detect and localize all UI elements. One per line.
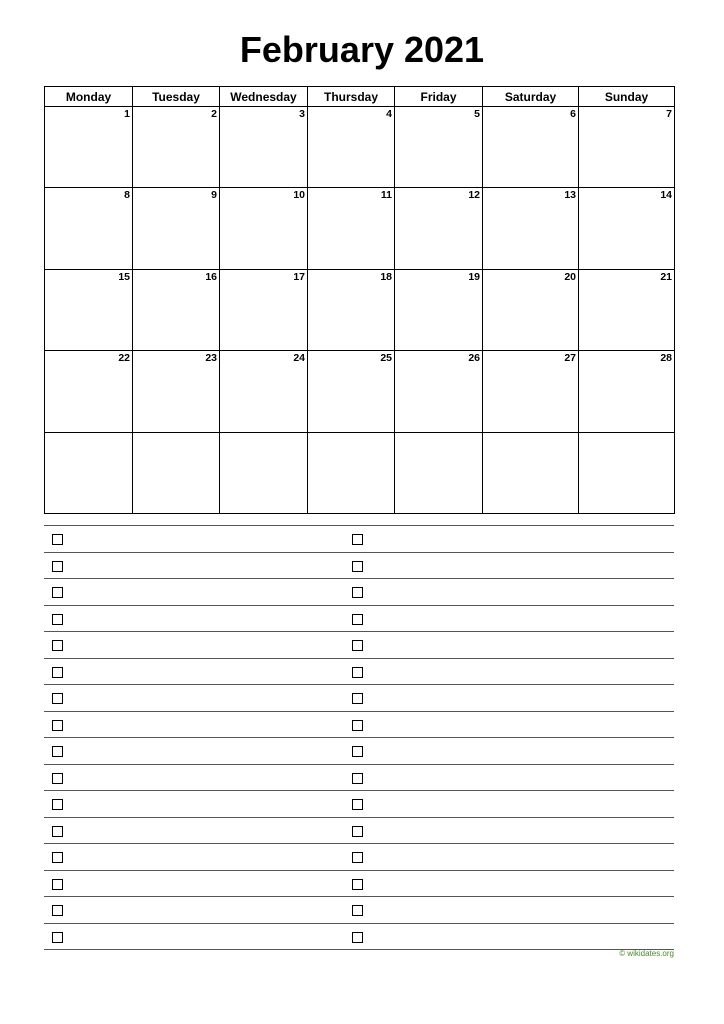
day-number: 25: [380, 352, 392, 365]
day-number: [483, 433, 578, 434]
checkbox-icon[interactable]: [352, 879, 363, 890]
checkbox-icon[interactable]: [52, 773, 63, 784]
checkbox-icon[interactable]: [52, 587, 63, 598]
checkbox-icon[interactable]: [352, 693, 363, 704]
day-number: 11: [380, 189, 392, 202]
day-number: 8: [124, 189, 130, 202]
weekday-tuesday: Tuesday: [133, 87, 220, 107]
todo-row: [44, 605, 674, 632]
todo-row: [44, 525, 674, 552]
checkbox-icon[interactable]: [352, 773, 363, 784]
checkbox-icon[interactable]: [52, 905, 63, 916]
day-number: 3: [299, 108, 305, 120]
day-number: 16: [205, 270, 217, 283]
day-number: 4: [386, 108, 392, 120]
day-cell[interactable]: [133, 188, 220, 269]
day-number: 22: [118, 352, 130, 365]
day-number: 17: [293, 270, 305, 283]
weekday-header-row: [45, 87, 675, 107]
day-number: 14: [660, 189, 672, 202]
checkbox-icon[interactable]: [352, 614, 363, 625]
todo-row: [44, 578, 674, 605]
week-row: [45, 432, 675, 513]
day-cell[interactable]: [483, 351, 579, 432]
checkbox-icon[interactable]: [52, 879, 63, 890]
day-cell[interactable]: [579, 107, 675, 188]
day-cell[interactable]: [133, 351, 220, 432]
day-cell[interactable]: [220, 432, 308, 513]
day-number: [220, 433, 307, 434]
checkbox-icon[interactable]: [52, 852, 63, 863]
day-cell[interactable]: [395, 351, 483, 432]
day-cell[interactable]: [308, 432, 395, 513]
day-number: 23: [205, 352, 217, 365]
day-cell[interactable]: [133, 432, 220, 513]
weekday-friday: Friday: [395, 87, 483, 107]
day-cell[interactable]: [220, 107, 308, 188]
checkbox-icon[interactable]: [352, 746, 363, 757]
day-number: 26: [468, 352, 480, 365]
day-number: 7: [666, 108, 672, 120]
day-cell[interactable]: [483, 432, 579, 513]
day-cell[interactable]: [308, 269, 395, 350]
checkbox-icon[interactable]: [52, 746, 63, 757]
checkbox-icon[interactable]: [352, 799, 363, 810]
checkbox-icon[interactable]: [52, 826, 63, 837]
todo-row: [44, 790, 674, 817]
day-cell[interactable]: [483, 269, 579, 350]
day-number: 27: [564, 352, 576, 365]
day-cell[interactable]: [45, 188, 133, 269]
checkbox-icon[interactable]: [52, 720, 63, 731]
day-cell[interactable]: [308, 188, 395, 269]
day-cell[interactable]: [308, 351, 395, 432]
checkbox-icon[interactable]: [52, 932, 63, 943]
day-cell[interactable]: [579, 188, 675, 269]
checkbox-icon[interactable]: [352, 667, 363, 678]
day-cell[interactable]: [220, 269, 308, 350]
day-number: 2: [211, 108, 217, 120]
checkbox-icon[interactable]: [352, 826, 363, 837]
day-cell[interactable]: [579, 432, 675, 513]
checkbox-icon[interactable]: [352, 534, 363, 545]
checkbox-icon[interactable]: [352, 852, 363, 863]
day-number: 9: [211, 189, 217, 202]
checkbox-icon[interactable]: [352, 720, 363, 731]
week-row: [45, 188, 675, 269]
day-number: 12: [468, 189, 480, 202]
day-cell[interactable]: [45, 351, 133, 432]
weekday-wednesday: Wednesday: [220, 87, 308, 107]
day-cell[interactable]: [395, 188, 483, 269]
day-cell[interactable]: [45, 107, 133, 188]
todo-row: [44, 552, 674, 579]
checkbox-icon[interactable]: [352, 932, 363, 943]
weekday-monday: Monday: [45, 87, 133, 107]
checkbox-icon[interactable]: [52, 799, 63, 810]
checkbox-icon[interactable]: [52, 561, 63, 572]
todo-row: [44, 870, 674, 897]
weekday-thursday: Thursday: [308, 87, 395, 107]
day-cell[interactable]: [308, 107, 395, 188]
day-number: 21: [660, 270, 672, 283]
day-cell[interactable]: [395, 432, 483, 513]
day-number: [579, 433, 674, 434]
day-cell[interactable]: [579, 351, 675, 432]
day-number: 28: [660, 352, 672, 365]
day-cell[interactable]: [220, 351, 308, 432]
todo-row: [44, 658, 674, 685]
checkbox-icon[interactable]: [52, 614, 63, 625]
day-cell[interactable]: [45, 432, 133, 513]
todo-row: [44, 817, 674, 844]
day-cell[interactable]: [483, 188, 579, 269]
todo-row: [44, 764, 674, 791]
day-cell[interactable]: [395, 107, 483, 188]
checkbox-icon[interactable]: [352, 905, 363, 916]
todo-row: [44, 843, 674, 870]
day-cell[interactable]: [133, 269, 220, 350]
calendar-grid: [44, 86, 675, 514]
todo-row: [44, 684, 674, 711]
day-number: 10: [293, 189, 305, 202]
checkbox-icon[interactable]: [52, 693, 63, 704]
day-cell[interactable]: [45, 269, 133, 350]
day-number: [133, 433, 219, 434]
day-number: 24: [293, 352, 305, 365]
checkbox-icon[interactable]: [52, 534, 63, 545]
day-number: 19: [468, 270, 480, 283]
day-cell[interactable]: [220, 188, 308, 269]
day-number: 18: [380, 270, 392, 283]
day-number: 6: [570, 108, 576, 120]
week-row: [45, 269, 675, 350]
footer-credit: © wikidates.org: [619, 949, 674, 958]
day-cell[interactable]: [579, 269, 675, 350]
todo-row: [44, 896, 674, 923]
checkbox-icon[interactable]: [352, 561, 363, 572]
day-number: 13: [564, 189, 576, 202]
weekday-sunday: Sunday: [579, 87, 675, 107]
day-number: [45, 433, 132, 434]
page-title: February 2021: [239, 29, 485, 70]
day-number: 20: [564, 270, 576, 283]
checkbox-icon[interactable]: [52, 667, 63, 678]
week-row: [45, 107, 675, 188]
todo-row: [44, 711, 674, 738]
day-number: 1: [124, 108, 130, 120]
day-cell[interactable]: [133, 107, 220, 188]
todo-row: [44, 631, 674, 658]
day-number: [395, 433, 482, 434]
day-cell[interactable]: [395, 269, 483, 350]
week-row: [45, 351, 675, 432]
day-number: [308, 433, 394, 434]
day-cell[interactable]: [483, 107, 579, 188]
weekday-saturday: Saturday: [483, 87, 579, 107]
todo-list: [44, 525, 674, 950]
todo-row: [44, 737, 674, 764]
checkbox-icon[interactable]: [352, 587, 363, 598]
day-number: 5: [474, 108, 480, 120]
checkbox-icon[interactable]: [52, 640, 63, 651]
checkbox-icon[interactable]: [352, 640, 363, 651]
todo-row: [44, 923, 674, 950]
day-number: 15: [118, 270, 130, 283]
